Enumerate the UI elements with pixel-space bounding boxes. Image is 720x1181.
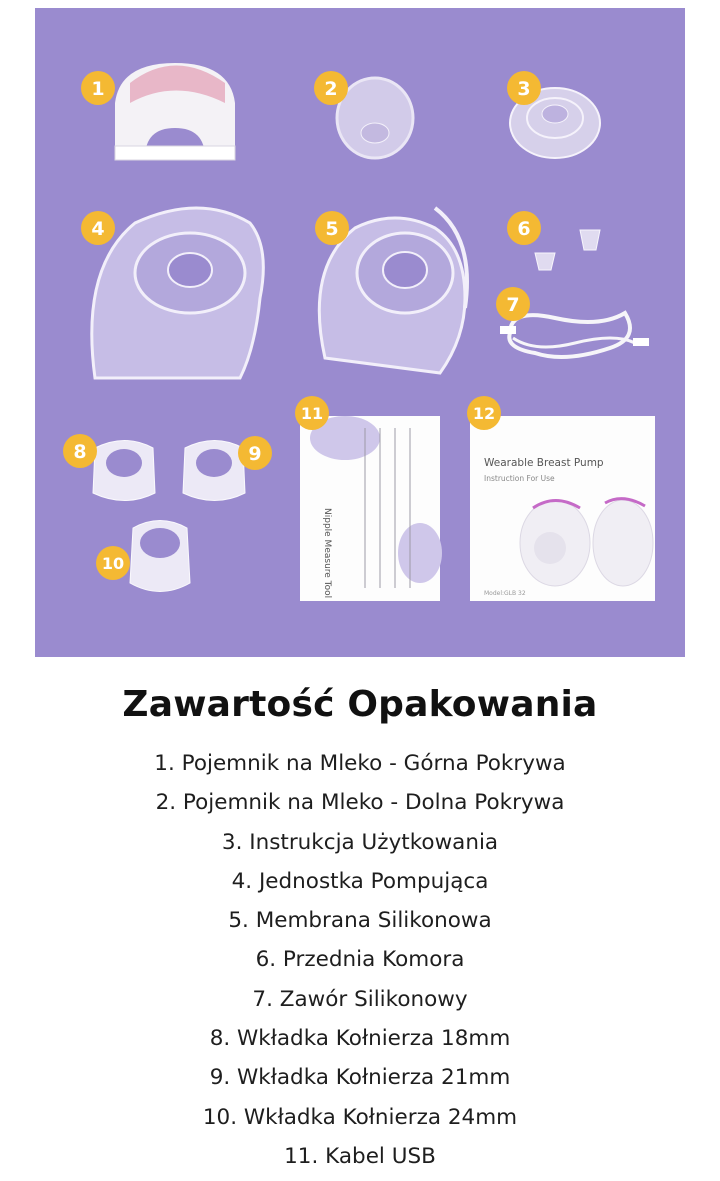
list-item: 5. Membrana Silikonowa bbox=[228, 908, 492, 934]
list-item: 2. Pojemnik na Mleko - Dolna Pokrywa bbox=[155, 790, 565, 816]
list-item: 8. Wkładka Kołnierza 18mm bbox=[209, 1026, 511, 1052]
list-item: 3. Instrukcja Użytkowania bbox=[221, 829, 499, 855]
list-item: 7. Zawór Silikonowy bbox=[252, 986, 468, 1012]
svg-text:4: 4 bbox=[91, 218, 105, 240]
badge-12 bbox=[467, 396, 501, 430]
svg-text:10: 10 bbox=[101, 554, 125, 573]
svg-text:6: 6 bbox=[517, 218, 531, 240]
svg-text:9: 9 bbox=[248, 443, 262, 465]
flange-insert-21mm-image bbox=[183, 441, 245, 501]
flange-insert-24mm-image bbox=[130, 521, 190, 592]
manual-model: Model:GLB 32 bbox=[484, 590, 526, 597]
badge-8 bbox=[63, 434, 97, 468]
svg-text:2: 2 bbox=[324, 78, 338, 100]
product-contents-photo bbox=[35, 8, 685, 657]
badge-9 bbox=[238, 436, 272, 470]
badge-5 bbox=[315, 211, 349, 245]
list-item: 6. Przednia Komora bbox=[255, 947, 465, 973]
page-title: Zawartość Opakowania bbox=[122, 684, 598, 725]
svg-text:12: 12 bbox=[472, 404, 496, 423]
badge-7 bbox=[496, 287, 530, 321]
svg-text:3: 3 bbox=[517, 78, 531, 100]
svg-text:5: 5 bbox=[325, 218, 339, 240]
badge-11 bbox=[295, 396, 329, 430]
pump-motor-unit-image bbox=[115, 63, 235, 160]
manual-subtitle: Instruction For Use bbox=[484, 474, 555, 483]
measure-tool-title: Nipple Measure Tool bbox=[322, 508, 332, 599]
list-item: 10. Wkładka Kołnierza 24mm bbox=[202, 1104, 518, 1130]
badge-10 bbox=[96, 546, 130, 580]
svg-text:11: 11 bbox=[300, 404, 324, 423]
nipple-measure-tool-card-image bbox=[300, 416, 442, 601]
svg-text:1: 1 bbox=[91, 78, 105, 100]
contents-list bbox=[0, 744, 720, 1176]
svg-text:8: 8 bbox=[73, 441, 87, 463]
badge-6 bbox=[507, 211, 541, 245]
badge-3 bbox=[507, 71, 541, 105]
badge-2 bbox=[314, 71, 348, 105]
list-item: 1. Pojemnik na Mleko - Górna Pokrywa bbox=[154, 751, 566, 776]
instruction-manual-card-image bbox=[470, 416, 655, 601]
manual-title: Wearable Breast Pump bbox=[484, 457, 604, 469]
badge-4 bbox=[81, 211, 115, 245]
milk-container-cap-image bbox=[337, 78, 413, 158]
list-item: 4. Jednostka Pompująca bbox=[231, 868, 489, 894]
flange-insert-18mm-image bbox=[93, 441, 155, 501]
list-item: 11. Kabel USB bbox=[284, 1143, 436, 1169]
list-item: 9. Wkładka Kołnierza 21mm bbox=[209, 1065, 511, 1091]
svg-text:7: 7 bbox=[506, 294, 520, 316]
badge-1 bbox=[81, 71, 115, 105]
